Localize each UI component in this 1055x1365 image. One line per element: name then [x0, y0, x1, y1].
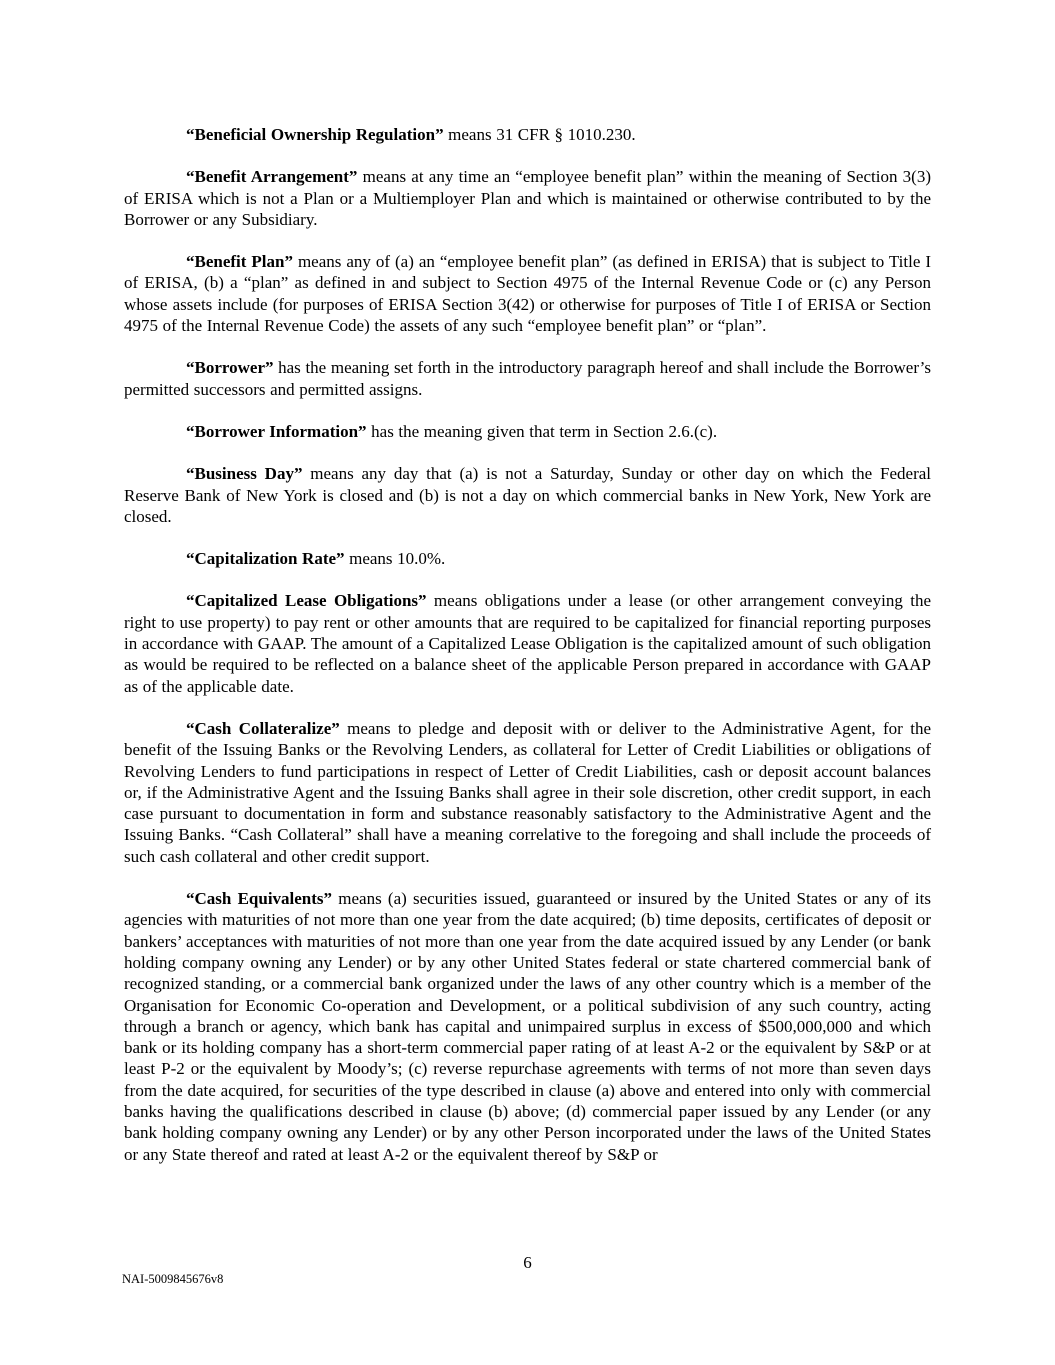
- document-body: [124, 124, 931, 1186]
- defined-term: “Cash Equivalents”: [186, 889, 333, 909]
- definition-paragraph: [124, 590, 931, 696]
- defined-term: “Benefit Plan”: [186, 252, 293, 272]
- definition-paragraph: [124, 888, 931, 1165]
- definition-paragraph: [124, 124, 931, 145]
- definition-paragraph: [124, 251, 931, 336]
- defined-term: “Borrower”: [186, 358, 274, 378]
- document-control-number: NAI-5009845676v8: [122, 1272, 224, 1286]
- definition-text: means any day that (a) is not a Saturday, Sunday or other day on which the Federal Reserve Bank of New York is closed and (b) is not a day on which commercial banks in New York, New York are closed.: [124, 464, 931, 526]
- definition-text: has the meaning given that term in Section 2.6.(c).: [366, 421, 718, 441]
- definition-text: means any of (a) an “employee benefit plan” (as defined in ERISA) that is subject to Title I of ERISA, (b) a “plan” as defined in and subject to Section 4975 of the Internal Revenue Code or (c) any Person whose assets include (for purposes of ERISA Section 3(42) or otherwise for purposes of Title I of ERISA or Section 4975 of the Internal Revenue Code) the assets of any such “employee benefit plan” or “plan”.: [124, 252, 931, 336]
- definition-text: means to pledge and deposit with or deliver to the Administrative Agent, for the benefit of the Issuing Banks or the Revolving Lenders, as collateral for Letter of Credit Liabilities or obligations of Revolving Lenders to fund participations in respect of Letter of Credit Liabilities, cash or deposit account balances or, if the Administrative Agent and the Issuing Banks shall agree in their sole discretion, other credit support, in each case pursuant to documentation in form and substance reasonably satisfactory to the Administrative Agent and the Issuing Banks. “Cash Collateral” shall have a meaning correlative to the foregoing and shall include the proceeds of such cash collateral and other credit support.: [124, 718, 932, 866]
- defined-term: “Borrower Information”: [186, 421, 367, 441]
- definition-paragraph: [124, 166, 931, 230]
- definition-text: means 10.0%.: [344, 549, 446, 569]
- definition-text: means at any time an “employee benefit plan” within the meaning of Section 3(3) of ERISA which is not a Plan or a Multiemployer Plan and which is maintained or otherwise contributed to by the Borrower or any Subsidiary.: [124, 167, 931, 229]
- definition-paragraph: [124, 718, 931, 867]
- definition-text: means (a) securities issued, guaranteed or insured by the United States or any of its agencies with maturities of not more than one year from the date acquired; (b) time deposits, certificates of deposit or bankers’ acceptances with maturities of not more than one year from the date acquired issued by any Lender (or bank holding company owning any Lender) or by any other United States federal or state chartered commercial bank of recognized standing, or a commercial bank organized under the laws of any other country which is a member of the Organisation for Economic Co-operation and Development, or a political subdivision of any such country, acting through a branch or agency, which bank has capital and unimpaired surplus in excess of $500,000,000 and which bank or its holding company has a short-term commercial paper rating of at least A-2 or the equivalent by S&P or at least P-2 or the equivalent by Moody’s; (c) reverse repurchase agreements with terms of not more than seven days from the date acquired, for securities of the type described in clause (a) above and entered into only with commercial banks having the qualifications described in clause (b) above; (d) commercial paper issued by any Lender (or any bank holding company owning any Lender) or by any other Person incorporated under the laws of the United States or any State thereof and rated at least A-2 or the equivalent thereof by S&P or: [124, 889, 931, 1164]
- defined-term: “Benefit Arrangement”: [186, 167, 358, 187]
- page-number: 6: [523, 1253, 532, 1272]
- defined-term: “Capitalization Rate”: [186, 549, 345, 569]
- definition-text: means obligations under a lease (or other arrangement conveying the right to use property) to pay rent or other amounts that are required to be capitalized for financial reporting purposes in accordance with GAAP. The amount of a Capitalized Lease Obligation is the capitalized amount of such obligation as would be required to be reflected on a balance sheet of the applicable Person prepared in accordance with GAAP as of the applicable date.: [124, 591, 931, 696]
- defined-term: “Cash Collateralize”: [186, 718, 340, 738]
- definition-text: means 31 CFR § 1010.230.: [443, 125, 636, 144]
- defined-term: “Capitalized Lease Obligations”: [186, 591, 427, 611]
- definition-text: has the meaning set forth in the introductory paragraph hereof and shall include the Borrower’s permitted successors and permitted assigns.: [124, 358, 931, 399]
- defined-term: “Beneficial Ownership Regulation”: [186, 125, 444, 144]
- definition-paragraph: [124, 421, 931, 442]
- definition-paragraph: [124, 463, 931, 527]
- definition-paragraph: [124, 548, 931, 569]
- definition-paragraph: [124, 357, 931, 400]
- defined-term: “Business Day”: [186, 464, 303, 484]
